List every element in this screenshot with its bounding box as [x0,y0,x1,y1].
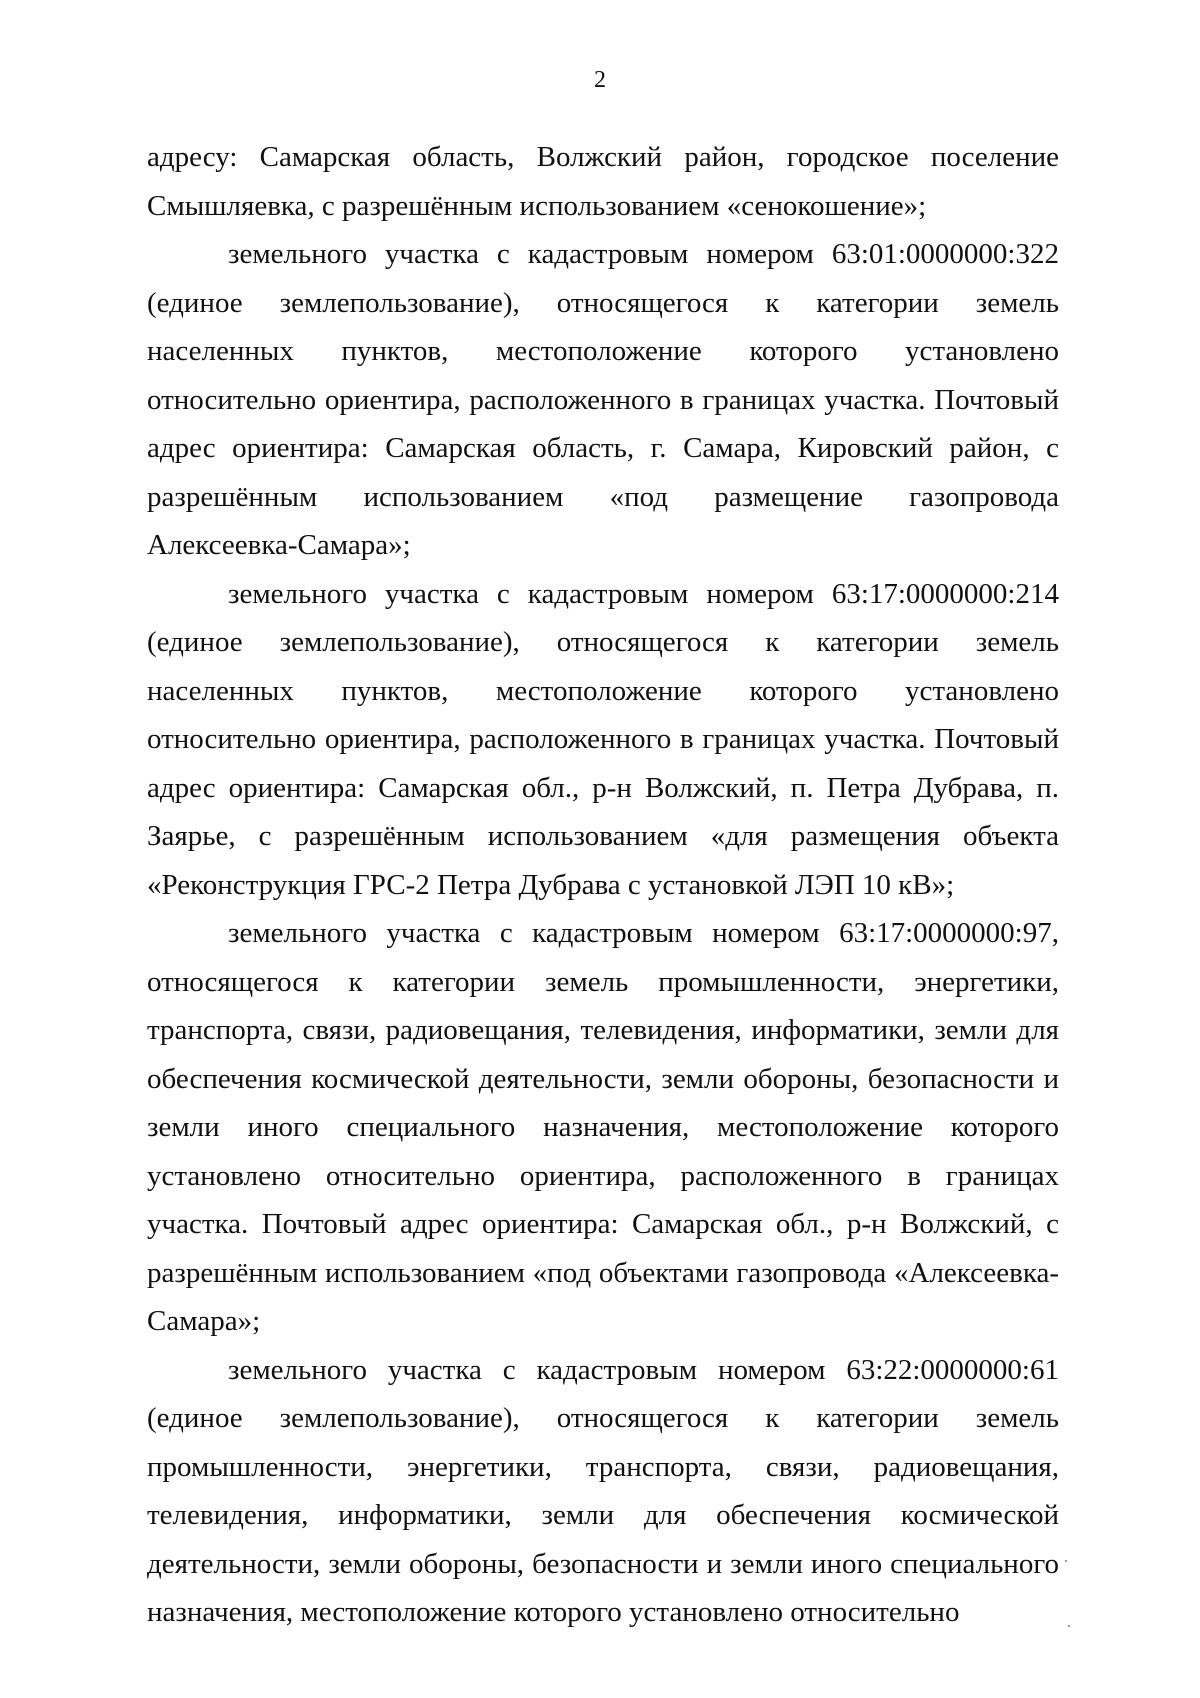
paragraph-parcel-63-17-97: земельного участка с кадастровым номером 63:17:0000000:97, относящегося к категории земель промышленности, энергетики, транспорта, связи, радиовещания, телевидения, информатики, земли для обеспечения космической деятельности, земли обороны, безопасности и земли иного специального назначения, местоположение которого установлено относительно ориентира, расположенного в границах участка. Почтовый адрес ориентира: Самарская обл., р-н Волжский, с разрешённым использованием «под объектами газопровода «Алексеевка-Самара»; [147,917,1059,1337]
document-body [147,133,1059,1637]
paragraph-address-continuation: адресу: Самарская область, Волжский район, городское поселение Смышляевка, с разрешённым использованием «сенокошение»; [147,141,1059,222]
paragraph-parcel-63-17-214: земельного участка с кадастровым номером 63:17:0000000:214 (единое землепользование), относящегося к категории земель населенных пунктов, местоположение которого установлено относительно ориентира, расположенного в границах участка. Почтовый адрес ориентира: Самарская обл., р-н Волжский, п. Петра Дубрава, п. Заярье, с разрешённым использованием «для размещения объекта «Реконструкция ГРС-2 Петра Дубрава с установкой ЛЭП 10 кВ»; [147,577,1059,901]
scan-speck [1068,1625,1070,1627]
page-number: 2 [594,67,606,93]
scan-speck [1065,1560,1067,1562]
paragraph-parcel-63-22-61: земельного участка с кадастровым номером 63:22:0000000:61 (единое землепользование), относящегося к категории земель промышленности, энергетики, транспорта, связи, радиовещания, телевидения, информатики, земли для обеспечения космической деятельности, земли обороны, безопасности и земли иного специального назначения, местоположение которого установлено относительно [147,1353,1059,1628]
paragraph-parcel-63-01-322: земельного участка с кадастровым номером 63:01:0000000:322 (единое землепользование), относящегося к категории земель населенных пунктов, местоположение которого установлено относительно ориентира, расположенного в границах участка. Почтовый адрес ориентира: Самарская область, г. Самара, Кировский район, с разрешённым использованием «под размещение газопровода Алексеевка-Самара»; [147,238,1059,561]
